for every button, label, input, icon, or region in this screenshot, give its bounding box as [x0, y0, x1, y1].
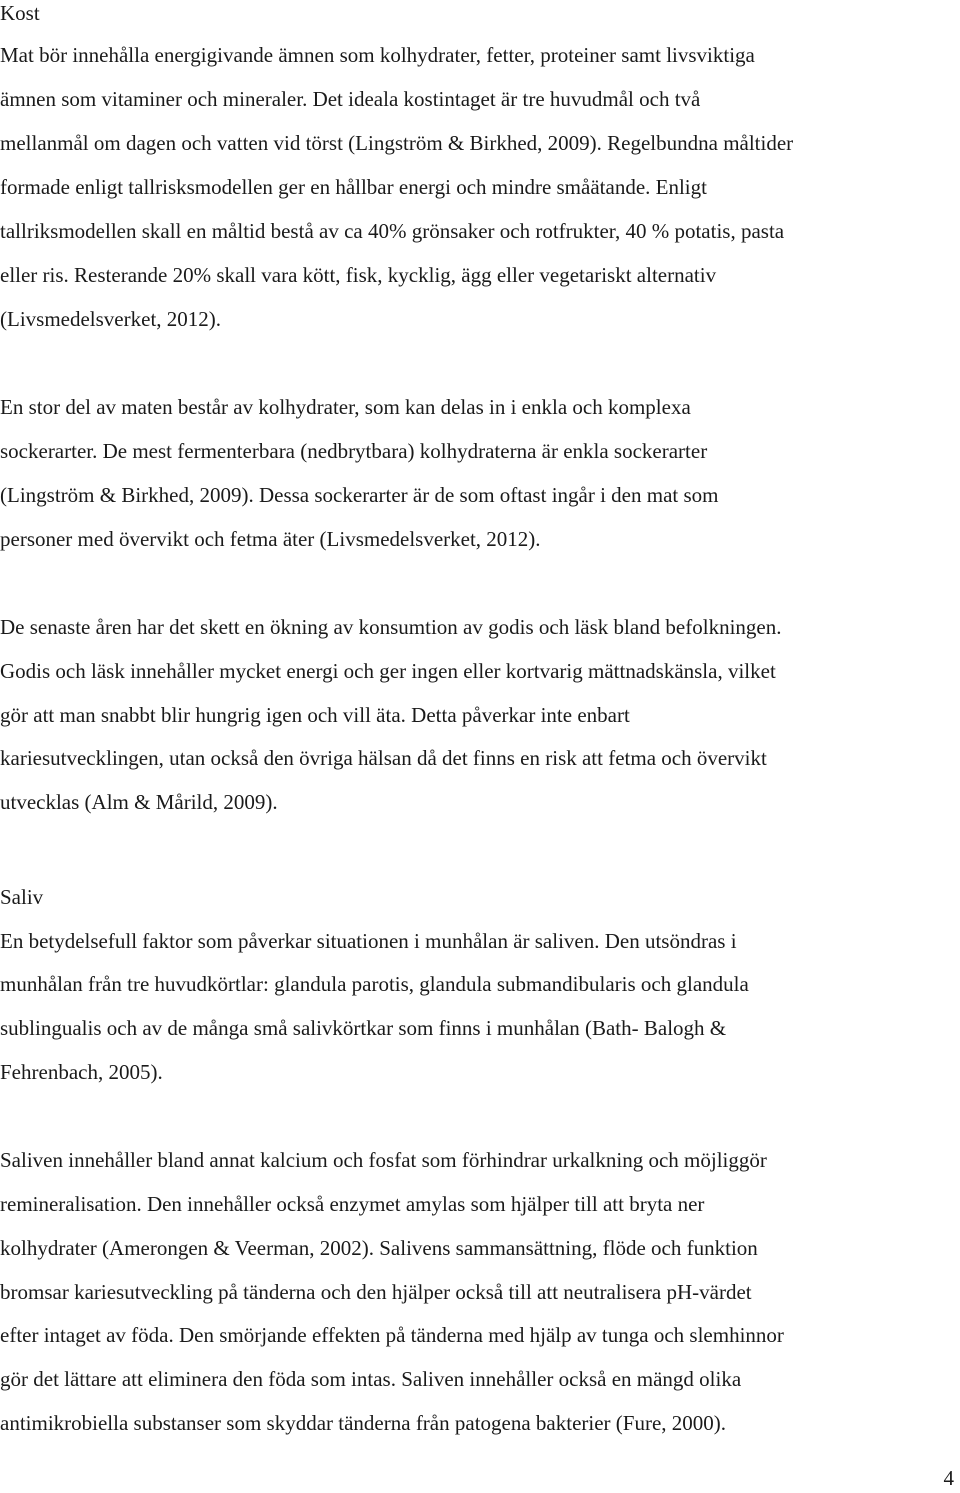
paragraph-line: remineralisation. Den innehåller också enzymet amylas som hjälper till att bryta ner [0, 1192, 705, 1216]
paragraph-line: En betydelsefull faktor som påverkar situationen i munhålan är saliven. Den utsöndras i [0, 929, 737, 953]
paragraph-line: (Livsmedelsverket, 2012). [0, 307, 222, 331]
paragraph-line: sublingualis och av de många små salivkörtkar som finns i munhålan (Bath- Balogh & [0, 1016, 727, 1040]
paragraph-line: formade enligt tallrisksmodellen ger en hållbar energi och mindre småätande. Enligt [0, 175, 707, 199]
paragraph-line: Godis och läsk innehåller mycket energi och ger ingen eller kortvarig mättnadskänsla, vilket [0, 659, 776, 683]
paragraph-line: En stor del av maten består av kolhydrater, som kan delas in i enkla och komplexa [0, 395, 691, 419]
paragraph-line: Mat bör innehålla energigivande ämnen som kolhydrater, fetter, proteiner samt livsviktiga [0, 43, 755, 67]
paragraph-line: mellanmål om dagen och vatten vid törst (Lingström & Birkhed, 2009). Regelbundna måltider [0, 131, 794, 155]
paragraph-line: bromsar kariesutveckling på tänderna och den hjälper också till att neutralisera pH-värdet [0, 1280, 752, 1304]
paragraph-line: munhålan från tre huvudkörtlar: glandula parotis, glandula submandibularis och glandula [0, 972, 749, 996]
paragraph-line: sockerarter. De mest fermenterbara (nedbrytbara) kolhydraterna är enkla sockerarter [0, 439, 708, 463]
paragraph-line: personer med övervikt och fetma äter (Livsmedelsverket, 2012). [0, 527, 541, 551]
paragraph-line: antimikrobiella substanser som skyddar tänderna från patogena bakterier (Fure, 2000). [0, 1411, 727, 1435]
page-number: 4 [943, 1466, 954, 1490]
paragraph-line: ämnen som vitaminer och mineraler. Det ideala kostintaget är tre huvudmål och två [0, 87, 701, 111]
paragraph-line: tallriksmodellen skall en måltid bestå av ca 40% grönsaker och rotfrukter, 40 % potatis, pasta [0, 219, 785, 243]
paragraph-line: (Lingström & Birkhed, 2009). Dessa sockerarter är de som oftast ingår i den mat som [0, 483, 719, 507]
paragraph-line: Fehrenbach, 2005). [0, 1060, 163, 1084]
paragraph-line: efter intaget av föda. Den smörjande effekten på tänderna med hjälp av tunga och slemhinnor [0, 1323, 784, 1347]
paragraph-line: kolhydrater (Amerongen & Veerman, 2002). Salivens sammansättning, flöde och funktion [0, 1236, 758, 1260]
paragraph-line: gör det lättare att eliminera den föda som intas. Saliven innehåller också en mängd olika [0, 1367, 742, 1391]
section-heading-saliv: Saliv [0, 885, 44, 909]
section-heading-kost: Kost [0, 1, 40, 25]
paragraph-line: gör att man snabbt blir hungrig igen och vill äta. Detta påverkar inte enbart [0, 703, 630, 727]
paragraph-line: De senaste åren har det skett en ökning av konsumtion av godis och läsk bland befolkningen. [0, 615, 782, 639]
paragraph-line: eller ris. Resterande 20% skall vara kött, fisk, kycklig, ägg eller vegetariskt alternativ [0, 263, 717, 287]
paragraph-line: Saliven innehåller bland annat kalcium och fosfat som förhindrar urkalkning och möjliggör [0, 1148, 767, 1172]
paragraph-line: kariesutvecklingen, utan också den övriga hälsan då det finns en risk att fetma och övervikt [0, 746, 767, 770]
paragraph-line: utvecklas (Alm & Mårild, 2009). [0, 790, 278, 814]
